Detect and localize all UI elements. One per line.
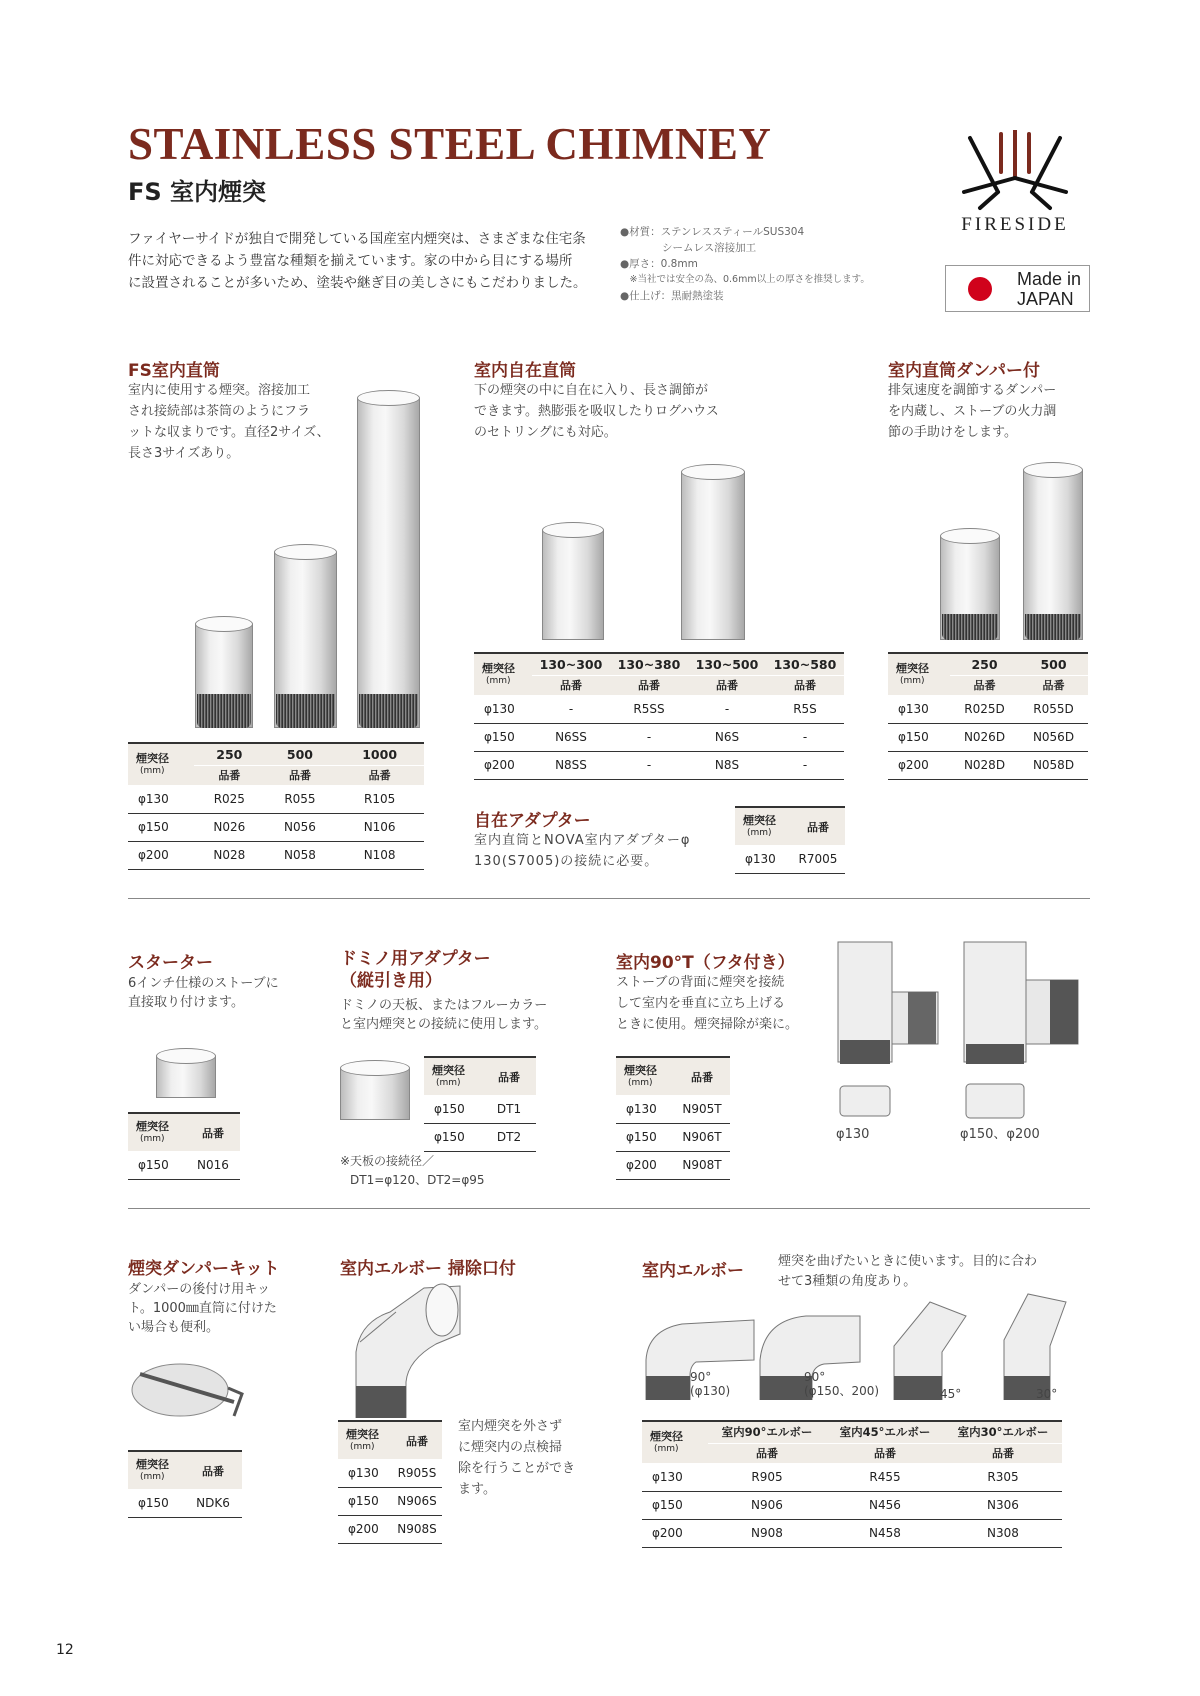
col-header: 室内30°エルボー [944,1421,1062,1443]
table-cell: φ130 [888,695,950,723]
table-row [338,1515,442,1543]
table-cell: - [766,723,844,751]
dia-header [888,653,950,695]
elbow-caption [804,1370,879,1398]
spec-line: ●厚さ：0.8mm [620,258,698,270]
desc-line: 煙突を曲げたいときに使います。目的に合わ [778,1254,1037,1269]
dia-label: 煙突径 [136,751,169,765]
desc-line: され接続部は茶筒のようにフラ [128,404,311,419]
section-desc [340,996,570,1034]
sub-header: 品番 [335,765,424,785]
table-cell: φ130 [642,1463,708,1491]
table-cell: φ130 [735,845,791,873]
table-cell: N028D [950,751,1019,779]
elbow-caption: 45° [940,1387,962,1401]
unit-label: (mm) [900,675,925,686]
tee-caption: φ130 [836,1127,870,1142]
col-header: 室内90°エルボー [708,1421,826,1443]
table-cell: φ150 [888,723,950,751]
table-row [888,723,1088,751]
table-cell: R105 [335,785,424,813]
desc-line: ットな収まりです。直径2サイズ、 [128,425,330,440]
desc-line: 除を行うことができ [458,1461,576,1476]
elbow-caption [690,1370,730,1398]
elbow-cleanout-spec-table [338,1420,442,1544]
elbow-30-image [1000,1290,1070,1400]
table-row [642,1491,1062,1519]
intro-text [128,228,598,294]
intro-line: 件に対応できるよう豊富な種類を揃えています。家の中から目にする場所 [128,253,573,269]
desc-line: 室内に使用する煙突。溶接加工 [128,383,311,398]
col-header: 130~300 [532,653,610,675]
table-cell: φ200 [338,1515,392,1543]
table-cell: φ150 [424,1123,482,1151]
table-row [642,1519,1062,1547]
spec-line: ●仕上げ：黒耐熱塗装 [620,290,724,302]
sub-header: 品番 [674,1057,730,1095]
desc-line: に煙突内の点検掃 [458,1440,563,1455]
table-cell: N908S [392,1515,442,1543]
dia-header [616,1057,674,1095]
table-cell: R7005 [791,845,845,873]
section-desc [128,380,348,464]
dia-label: 煙突径 [743,813,776,827]
table-row [128,1489,242,1517]
table-row [616,1095,730,1123]
intro-line: ファイヤーサイドが独自で開発している国産室内煙突は、さまざまな住宅条 [128,231,586,247]
table-cell: φ150 [642,1491,708,1519]
desc-line: ときに使用。煙突掃除が楽に。 [616,1017,799,1032]
desc-line: と室内煙突との接続に使用します。 [340,1017,547,1032]
damper-pipe-500-image [1023,462,1083,640]
table-cell: - [610,723,688,751]
intro-line: に設置されることが多いため、塗装や継ぎ目の美しさにもこだわりました。 [128,275,587,291]
section-heading: 室内エルボー [642,1261,744,1281]
table-cell: R025D [950,695,1019,723]
table-row [338,1487,442,1515]
unit-label: (mm) [140,765,165,776]
table-cell: N908T [674,1151,730,1179]
elbow-spec-table [642,1420,1062,1548]
dia-label: 煙突径 [624,1063,657,1077]
heading-line: ドミノ用アダプター [340,949,491,969]
table-row [424,1095,536,1123]
brand-name: FIRESIDE [961,214,1069,235]
desc-line: ト。1000㎜直筒に付けた [128,1301,277,1316]
table-row [338,1459,442,1487]
made-in-line: JAPAN [1017,289,1074,309]
pipe-250-image [195,616,253,728]
table-cell: N6SS [532,723,610,751]
sub-header: 品番 [186,1113,240,1151]
sub-header: 品番 [944,1443,1062,1463]
table-cell: φ150 [128,1489,184,1517]
table-row [474,723,844,751]
table-cell: R055 [265,785,336,813]
divider [128,898,1090,899]
section-heading [340,948,491,992]
sub-header: 品番 [950,675,1019,695]
table-cell: N058 [265,841,336,869]
desc-line: 下の煙突の中に自在に入り、長さ調節が [474,383,709,398]
section-heading: 自在アダプター [474,811,591,831]
table-cell: N908 [708,1519,826,1547]
desc-line: して室内を垂直に立ち上げる [616,996,786,1011]
desc-line: 直接取り付けます。 [128,995,244,1010]
unit-label: (mm) [140,1133,165,1144]
sub-header: 品番 [532,675,610,695]
unit-label: (mm) [486,675,511,686]
sub-header: 品番 [766,675,844,695]
col-header: 室内45°エルボー [826,1421,944,1443]
damper-kit-image [130,1354,246,1420]
desc-line: を内蔵し、ストーブの火力調 [888,404,1057,419]
table-cell: φ130 [338,1459,392,1487]
desc-line: ます。 [458,1482,496,1497]
dia-header [128,1451,184,1489]
col-header: 250 [194,743,265,765]
unit-label: (mm) [628,1077,653,1088]
spec-line: ●材質：ステンレススティールSUS304 [620,226,805,238]
table-cell: N6S [688,723,766,751]
table-row [735,845,845,873]
col-header: 500 [265,743,336,765]
dia-label: 煙突径 [346,1427,379,1441]
pipe-1000-image [357,390,420,728]
table-cell: N456 [826,1491,944,1519]
dia-header [128,743,194,785]
table-cell: R455 [826,1463,944,1491]
table-row [616,1151,730,1179]
table-cell: φ150 [616,1123,674,1151]
table-cell: φ130 [128,785,194,813]
table-cell: - [532,695,610,723]
sub-header: 品番 [791,807,845,845]
col-header: 1000 [335,743,424,765]
damper-pipe-250-image [940,528,1000,640]
spec-line: シームレス溶接加工 [620,242,757,254]
col-header: 500 [1019,653,1088,675]
starter-spec-table [128,1112,240,1180]
section-desc [474,380,774,443]
unit-label: (mm) [140,1471,165,1482]
table-cell: R905 [708,1463,826,1491]
note-line: DT1=φ120、DT2=φ95 [350,1173,485,1187]
straight-spec-table [128,742,424,870]
sub-header: 品番 [184,1451,242,1489]
desc-line: のセトリングにも対応。 [474,425,617,440]
sub-header: 品番 [610,675,688,695]
made-in-japan-badge [945,265,1090,312]
table-row [642,1463,1062,1491]
desc-line: せて3種類の角度あり。 [778,1274,917,1289]
table-row [128,1151,240,1179]
dia-header [735,807,791,845]
table-row [128,785,424,813]
japan-flag-icon [953,271,1007,307]
table-cell: R305 [944,1463,1062,1491]
table-cell: N028 [194,841,265,869]
dia-label: 煙突径 [136,1119,169,1133]
dia-label: 煙突径 [650,1429,683,1443]
section-desc [888,380,1088,443]
desc-line: できます。熱膨張を吸収したりログハウス [474,404,719,419]
dia-label: 煙突径 [482,661,515,675]
made-in-text [1017,269,1081,309]
sub-header: 品番 [708,1443,826,1463]
pipe-500-image [274,544,337,728]
adjustable-pipe-short-image [542,522,604,640]
section-desc [616,972,816,1035]
table-row [474,751,844,779]
domino-note [340,1152,560,1190]
adjustable-spec-table [474,652,844,780]
table-cell: N458 [826,1519,944,1547]
table-row [128,841,424,869]
section-desc [128,974,298,1012]
table-cell: R5S [766,695,844,723]
table-cell: φ200 [642,1519,708,1547]
desc-line: 130(S7005)の接続に必要。 [474,854,659,869]
table-cell: DT2 [482,1123,536,1151]
table-row [474,695,844,723]
col-header: 130~380 [610,653,688,675]
spec-line: ※当社では安全の為、0.6mm以上の厚さを推奨します。 [620,274,870,285]
table-cell: N906S [392,1487,442,1515]
col-header: 130~580 [766,653,844,675]
caption-line: 90° [804,1370,826,1384]
sub-header: 品番 [482,1057,536,1095]
sub-header: 品番 [688,675,766,695]
table-cell: N906 [708,1491,826,1519]
caption-line: (φ130) [690,1384,731,1398]
section-heading: 室内90°T（フタ付き） [616,953,795,973]
table-row [616,1123,730,1151]
sub-header: 品番 [194,765,265,785]
section-heading: 室内直筒ダンパー付 [888,361,1040,381]
starter-image [156,1048,216,1098]
unit-label: (mm) [654,1443,679,1454]
note-line: ※天板の接続径／ [340,1154,435,1168]
table-cell: φ150 [128,813,194,841]
page-subtitle: FS 室内煙突 [128,178,267,206]
table-cell: R5SS [610,695,688,723]
table-cell: NDK6 [184,1489,242,1517]
desc-line: ドミノの天板、またはフルーカラー [340,998,548,1013]
adapter-spec-table [735,806,845,874]
table-cell: R905S [392,1459,442,1487]
tee-spec-table [616,1056,730,1180]
table-cell: φ200 [128,841,194,869]
heading-line: （縦引き用） [340,971,442,991]
elbow-cleanout-image [350,1282,480,1418]
section-desc [778,1252,1078,1292]
dia-label: 煙突径 [136,1457,169,1471]
dia-header [338,1421,392,1459]
tee-caption: φ150、φ200 [960,1127,1040,1142]
section-heading: 室内自在直筒 [474,361,576,381]
unit-label: (mm) [436,1077,461,1088]
sub-header: 品番 [826,1443,944,1463]
dia-header [128,1113,186,1151]
dia-label: 煙突径 [896,661,929,675]
desc-line: 室内直筒とNOVA室内アダプターφ [474,833,691,848]
table-cell: φ200 [888,751,950,779]
table-row [888,751,1088,779]
damper-pipe-spec-table [888,652,1088,780]
section-heading: 室内エルボー 掃除口付 [340,1259,516,1279]
unit-label: (mm) [747,827,772,838]
table-cell: N106 [335,813,424,841]
table-cell: N058D [1019,751,1088,779]
table-cell: N108 [335,841,424,869]
table-cell: N056 [265,813,336,841]
table-cell: φ150 [128,1151,186,1179]
table-cell: - [766,751,844,779]
tee-150-200-image [958,936,1088,1126]
table-cell: φ150 [474,723,532,751]
dia-label: 煙突径 [432,1063,465,1077]
table-cell: N308 [944,1519,1062,1547]
table-cell: N016 [186,1151,240,1179]
dia-header [424,1057,482,1095]
table-cell: N906T [674,1123,730,1151]
section-heading: 煙突ダンパーキット [128,1259,280,1279]
sub-header: 品番 [1019,675,1088,695]
table-cell: N905T [674,1095,730,1123]
table-cell: N8S [688,751,766,779]
elbow-caption: 30° [1036,1387,1058,1401]
caption-line: 90° [690,1370,712,1384]
domino-spec-table [424,1056,536,1152]
made-in-line: Made in [1017,269,1082,289]
table-cell: φ200 [474,751,532,779]
table-row [424,1123,536,1151]
table-cell: N026 [194,813,265,841]
table-row [888,695,1088,723]
dia-header [642,1421,708,1463]
page-title: STAINLESS STEEL CHIMNEY [128,119,772,169]
table-cell: - [688,695,766,723]
sub-header: 品番 [392,1421,442,1459]
table-cell: N8SS [532,751,610,779]
material-specs [620,224,920,304]
sub-header: 品番 [265,765,336,785]
section-heading: スターター [128,953,213,973]
col-header: 130~500 [688,653,766,675]
desc-line: 節の手助けをします。 [888,425,1017,440]
table-cell: - [610,751,688,779]
desc-line: 室内煙突を外さず [458,1419,563,1434]
tee-130-image [830,936,950,1126]
section-desc [474,830,724,872]
col-header: 250 [950,653,1019,675]
divider [128,1208,1090,1209]
dia-header [474,653,532,695]
table-cell: φ200 [616,1151,674,1179]
table-cell: N056D [1019,723,1088,751]
table-cell: φ150 [338,1487,392,1515]
desc-line: 6インチ仕様のストーブに [128,976,279,991]
domino-adapter-image [340,1060,410,1120]
page-number: 12 [56,1642,74,1658]
table-cell: φ130 [616,1095,674,1123]
unit-label: (mm) [350,1441,375,1452]
desc-line: ストーブの背面に煙突を接続 [616,975,785,990]
table-cell: N306 [944,1491,1062,1519]
desc-line: 長さ3サイズあり。 [128,446,240,461]
table-cell: φ130 [474,695,532,723]
caption-line: (φ150、200) [804,1384,880,1398]
section-desc [128,1280,298,1337]
desc-line: 排気速度を調節するダンパー [888,383,1057,398]
table-row [128,813,424,841]
desc-line: ダンパーの後付け用キッ [128,1282,270,1297]
damper-kit-spec-table [128,1450,242,1518]
table-cell: φ150 [424,1095,482,1123]
section-heading: FS室内直筒 [128,361,220,381]
section-desc [458,1416,588,1500]
adjustable-pipe-long-image [681,464,745,640]
table-cell: R055D [1019,695,1088,723]
table-cell: N026D [950,723,1019,751]
table-cell: DT1 [482,1095,536,1123]
desc-line: い場合も便利。 [128,1320,220,1335]
table-cell: R025 [194,785,265,813]
